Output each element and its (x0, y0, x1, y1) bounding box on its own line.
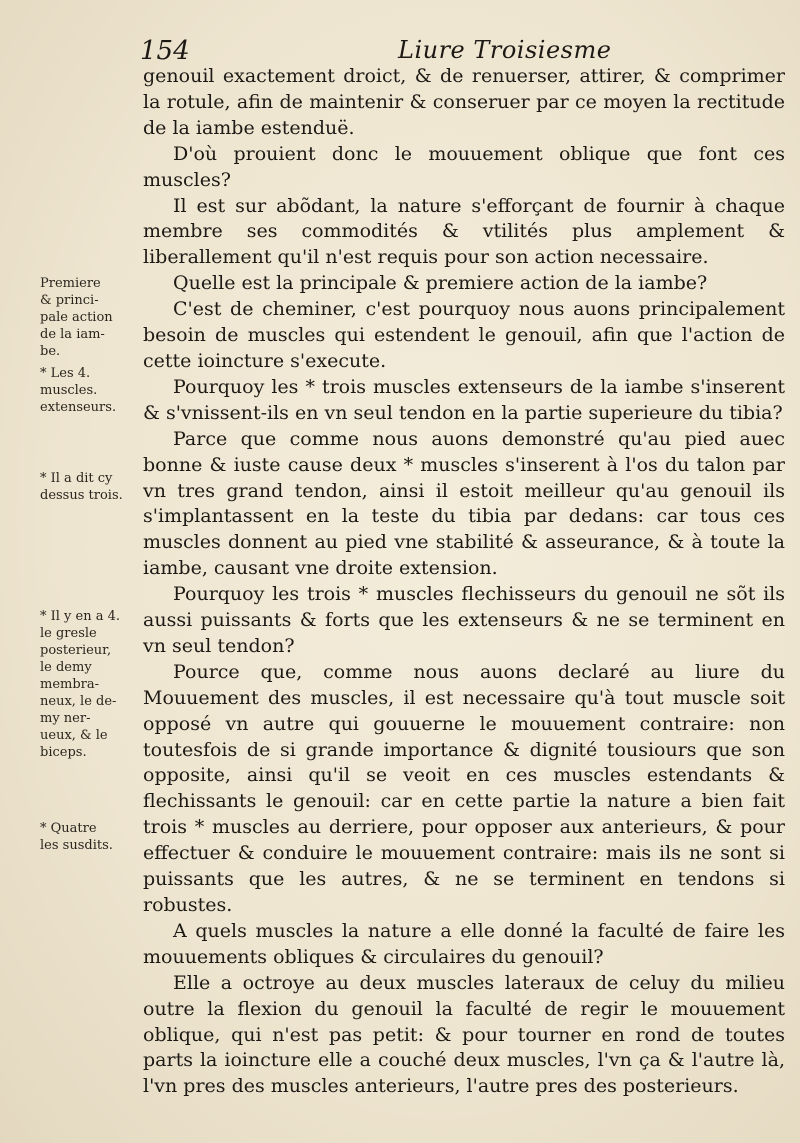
marginal-note-line: neux, le de- (40, 694, 117, 709)
paragraph: genouil exactement droict, & de renuerser, attirer, & comprimer la rotule, afin de maintenir & conseruer par ce moyen la rectitude de la iambe estenduë. (143, 65, 785, 139)
marginal-note-line: * Il a dit cy (40, 471, 113, 486)
running-head: Liure Troisiesme (398, 36, 612, 64)
marginal-note-line: posterieur, (40, 643, 112, 658)
marginal-note-line: & princi- (40, 293, 99, 308)
paragraph: Pource que, comme nous auons declaré au liure du Mouuement des muscles, il est necessaire qu'à tout muscle soit opposé vn autre qui gouuerne le mouuement contraire: non toutesfois de si grande importance & dignité tousiours que son opposite, ainsi qu'il se veoit en ces muscles estendants & flechissants le genouil: car en cette partie la nature a bien fait trois * muscles au derriere, pour opposer aux anterieurs, & pour effectuer & conduire le mouuement contraire: mais ils ne sont si puissants que les autres, & ne se terminent en tendons si robustes. (143, 660, 785, 916)
paragraph: Quelle est la principale & premiere action de la iambe? (173, 272, 708, 295)
marginal-note-line: * Quatre (40, 821, 97, 836)
marginal-note-line: membra- (40, 677, 100, 692)
marginal-note (40, 470, 138, 504)
marginal-note-line: extenseurs. (40, 400, 117, 415)
paragraph: Il est sur abõdant, la nature s'efforçant de fournir à chaque membre ses commodités & vtilités plus amplement & liberallement qu'il n'est requis pour son action necessaire. (143, 194, 785, 269)
paragraph: C'est de cheminer, c'est pourquoy nous auons principalement besoin de muscles qui estendent le genouil, afin que l'action de cette ioincture s'execute. (143, 298, 785, 372)
marginal-note-line: muscles. (40, 383, 98, 398)
marginal-note-line: my ner- (40, 711, 91, 726)
marginal-note-line: dessus trois. (40, 488, 123, 503)
marginal-note (40, 275, 138, 360)
marginal-note (40, 608, 138, 761)
marginal-note-line: Premiere (40, 276, 101, 291)
paragraph: Pourquoy les * trois muscles extenseurs de la iambe s'inserent & s'vnissent-ils en vn seul tendon en la partie superieure du tibia? (143, 375, 785, 424)
paragraph: Elle a octroye au deux muscles lateraux de celuy du milieu outre la flexion du genouil la faculté de regir le mouuement oblique, qui n'est pas petit: & pour tourner en rond de toutes parts la ioincture elle a couché deux muscles, l'vn ça & l'autre là, l'vn pres des muscles anterieurs, l'autre pres des posterieurs. (143, 971, 785, 1098)
paragraph: Parce que comme nous auons demonstré qu'au pied auec bonne & iuste cause deux * muscles s'inserent à l'os du talon par vn tres grand tendon, ainsi il estoit meilleur qu'au genouil ils s'implantassent en la teste du tibia par dedans: car tous ces muscles donnent au pied vne stabilité & asseurance, & à toute la iambe, causant vne droite extension. (143, 427, 785, 580)
marginal-note-line: le gresle (40, 626, 97, 641)
marginal-note-line: * Il y en a 4. (40, 609, 121, 624)
body-text (143, 64, 785, 1100)
page-number: 154 (140, 36, 190, 66)
marginal-note-line: les susdits. (40, 838, 113, 853)
marginal-note-line: de la iam- (40, 327, 105, 342)
marginal-note-line: * Les 4. (40, 366, 91, 381)
marginal-note-line: pale action (40, 310, 113, 325)
marginal-note-line: be. (40, 344, 61, 359)
paragraph: A quels muscles la nature a elle donné la faculté de faire les mouuements obliques & circulaires du genouil? (143, 919, 785, 968)
marginal-note-line: ueux, & le (40, 728, 108, 743)
marginal-note (40, 365, 138, 416)
marginal-note-line: biceps. (40, 745, 87, 760)
marginal-note-line: le demy (40, 660, 92, 675)
paragraph: Pourquoy les trois * muscles flechisseurs du genouil ne sõt ils aussi puissants & forts que les extenseurs & ne se terminent en vn seul tendon? (143, 583, 785, 657)
paragraph: D'où prouient donc le mouuement oblique que font ces muscles? (143, 142, 785, 191)
marginal-note (40, 820, 138, 854)
